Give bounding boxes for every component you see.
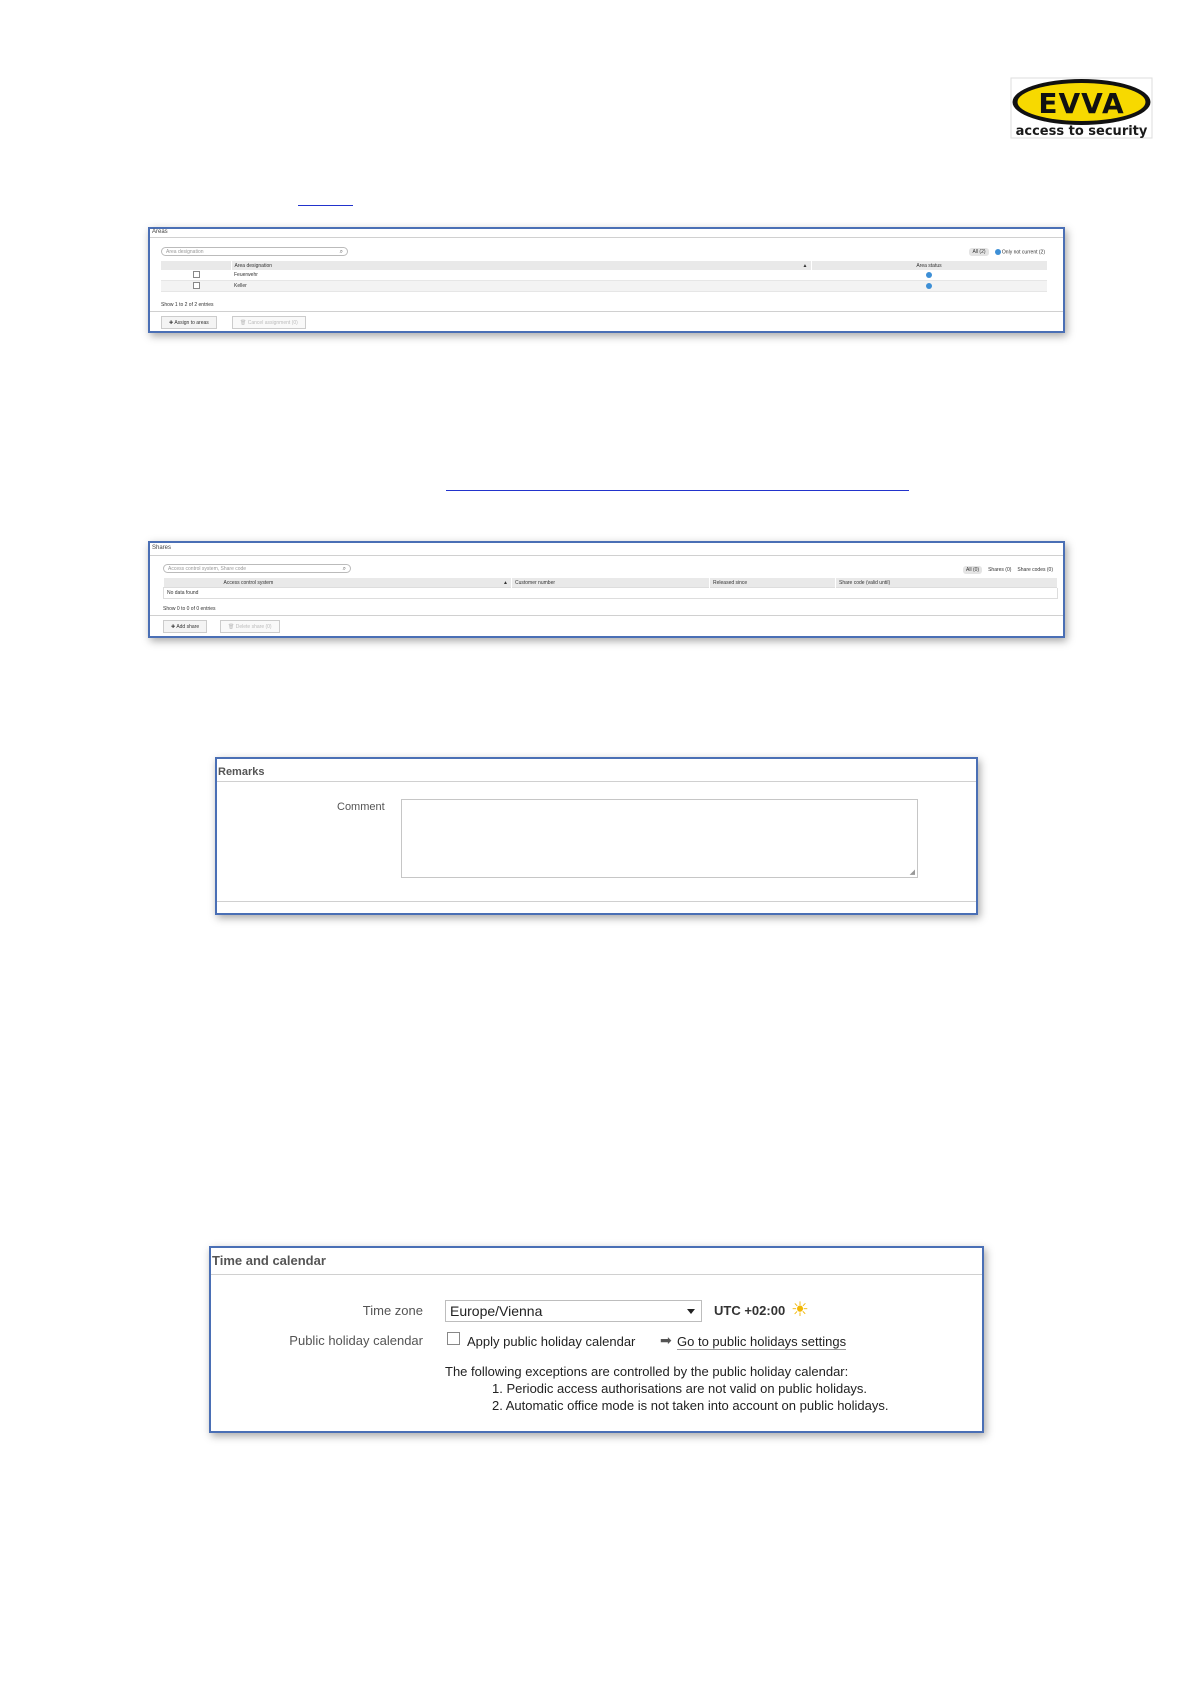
area-name: Keller — [231, 281, 811, 292]
filter-shares[interactable]: Shares (0) — [988, 567, 1012, 573]
column-header-area-status[interactable]: Area status — [811, 261, 1047, 270]
table-row[interactable] — [161, 281, 1047, 292]
utc-offset: UTC +02:00 — [714, 1303, 786, 1318]
column-header-select — [161, 261, 231, 270]
column-label: Area designation — [234, 262, 273, 269]
button-label: Assign to areas — [174, 320, 209, 326]
areas-table — [161, 261, 1048, 292]
column-header-area-designation[interactable] — [231, 261, 811, 270]
table-header — [164, 578, 1058, 588]
share-filters — [963, 566, 1053, 574]
refresh-status-icon — [995, 249, 1001, 255]
add-share-button[interactable]: ✚ Add share — [163, 620, 207, 633]
empty-message: No data found — [164, 588, 1058, 599]
delete-share-button[interactable]: 🗑 Delete share (0) — [220, 620, 280, 633]
column-header-access-control-system[interactable] — [164, 578, 512, 588]
assign-to-areas-button[interactable]: ✚ Assign to areas — [161, 316, 217, 329]
sort-asc-icon[interactable]: ▲ — [503, 579, 508, 586]
shares-table — [163, 578, 1058, 599]
hyperlink-underline[interactable] — [446, 490, 909, 491]
logo-tagline: access to security — [1015, 124, 1148, 139]
time-zone-select[interactable] — [445, 1300, 702, 1322]
row-checkbox[interactable] — [193, 271, 200, 278]
divider — [150, 311, 1063, 312]
column-header-customer-number[interactable]: Customer number — [512, 578, 710, 588]
filter-all[interactable]: All (0) — [963, 566, 982, 574]
time-zone-label: Time zone — [362, 1303, 423, 1318]
table-row — [164, 588, 1058, 599]
holiday-calendar-label: Public holiday calendar — [289, 1333, 423, 1348]
hyperlink-underline[interactable] — [298, 205, 353, 206]
filter-share-codes[interactable]: Share codes (0) — [1017, 567, 1053, 573]
logo-word: EVVA — [1038, 87, 1125, 120]
exceptions-intro: The following exceptions are controlled by the public holiday calendar: — [445, 1364, 849, 1379]
area-name: Feuerwehr — [231, 270, 811, 281]
areas-panel — [148, 227, 1065, 333]
column-label: Access control system — [223, 579, 274, 586]
divider — [150, 615, 1063, 616]
panel-title: Areas — [152, 229, 168, 235]
chevron-down-icon — [687, 1309, 695, 1314]
panel-title: Time and calendar — [212, 1253, 326, 1268]
apply-holiday-label[interactable]: Apply public holiday calendar — [467, 1334, 636, 1349]
sun-icon: ☀ — [791, 1299, 809, 1321]
evva-logo — [1010, 77, 1153, 139]
divider — [217, 901, 976, 902]
filter-label: Only not current (2) — [1001, 249, 1045, 256]
resize-handle-icon[interactable]: ◢ — [909, 869, 915, 876]
select-value: Europe/Vienna — [450, 1303, 543, 1319]
apply-holiday-checkbox[interactable] — [447, 1332, 460, 1345]
comment-textarea[interactable] — [401, 799, 918, 878]
cancel-assignment-button[interactable]: 🗑 Cancel assignment (0) — [232, 316, 306, 329]
table-header — [161, 261, 1047, 270]
button-label: Add share — [176, 624, 200, 630]
area-status-icon — [926, 283, 932, 289]
time-calendar-panel — [209, 1246, 984, 1433]
arrow-right-icon: ➡ — [660, 1332, 672, 1348]
panel-title: Shares — [152, 545, 172, 551]
search-icon: ⌕ — [342, 566, 346, 572]
share-search-input[interactable] — [163, 564, 351, 573]
filter-all[interactable]: All (2) — [969, 248, 988, 256]
divider — [211, 1274, 982, 1275]
column-header-share-code[interactable]: Share code (valid until) — [836, 578, 1058, 588]
button-label: Delete share (0) — [235, 624, 272, 630]
column-header-released-since[interactable]: Released since — [710, 578, 836, 588]
remarks-panel — [215, 757, 978, 915]
search-placeholder: Area designation — [166, 249, 204, 255]
entries-count: Show 0 to 0 of 0 entries — [163, 606, 216, 612]
search-placeholder: Access control system, Share code — [168, 566, 247, 572]
button-label: Cancel assignment (0) — [247, 320, 298, 326]
row-checkbox[interactable] — [193, 282, 200, 289]
area-filters — [969, 248, 1045, 256]
panel-title: Remarks — [218, 766, 265, 778]
entries-count: Show 1 to 2 of 2 entries — [161, 302, 214, 308]
exception-item: 1. Periodic access authorisations are not valid on public holidays. — [492, 1381, 868, 1396]
divider — [150, 555, 1063, 556]
divider — [217, 781, 976, 782]
search-icon: ⌕ — [339, 249, 343, 255]
area-search-input[interactable] — [161, 247, 348, 256]
filter-only-not-current[interactable] — [995, 249, 1045, 255]
comment-label: Comment — [337, 801, 385, 813]
shares-panel — [148, 541, 1065, 638]
goto-holiday-settings-link[interactable]: Go to public holidays settings — [677, 1334, 847, 1349]
divider — [150, 237, 1063, 238]
table-row[interactable] — [161, 270, 1047, 281]
area-status-icon — [926, 272, 932, 278]
exception-item: 2. Automatic office mode is not taken into account on public holidays. — [492, 1398, 889, 1413]
sort-asc-icon[interactable]: ▲ — [802, 262, 808, 269]
